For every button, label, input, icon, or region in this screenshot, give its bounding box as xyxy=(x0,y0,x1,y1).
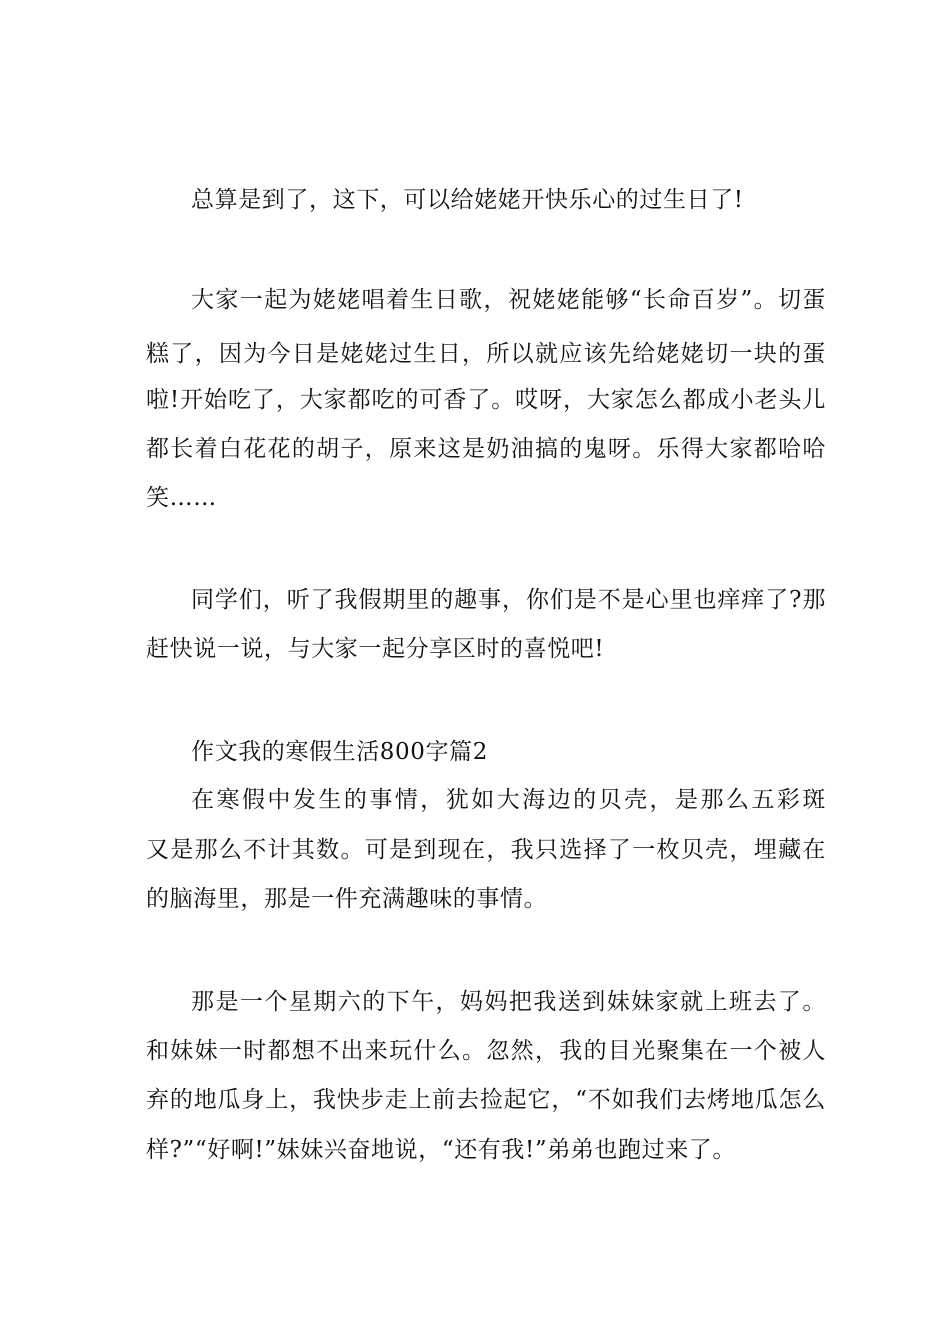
paragraph-2-line-2: 糕了，因为今日是姥姥过生日，所以就应该先给姥姥切一块的蛋 xyxy=(146,341,826,367)
paragraph-4-line-3: 的脑海里，那是一件充满趣味的事情。 xyxy=(146,886,548,912)
section-heading: 作文我的寒假生活800字篇2 xyxy=(191,739,488,765)
paragraph-5-line-4: 样?”“好啊!”妹妹兴奋地说，“还有我!”弟弟也跑过来了。 xyxy=(146,1137,737,1163)
paragraph-2-line-5: 笑…… xyxy=(146,485,217,511)
paragraph-2-line-4: 都长着白花花的胡子，原来这是奶油搞的鬼呀。乐得大家都哈哈 xyxy=(146,436,826,462)
paragraph-3-line-1: 同学们，听了我假期里的趣事，你们是不是心里也痒痒了?那 xyxy=(191,587,826,613)
paragraph-4-line-2: 又是那么不计其数。可是到现在，我只选择了一枚贝壳，埋藏在 xyxy=(146,837,826,863)
paragraph-4-line-1: 在寒假中发生的事情，犹如大海边的贝壳，是那么五彩斑 xyxy=(191,787,826,813)
paragraph-2-line-3: 啦!开始吃了，大家都吃的可香了。哎呀，大家怎么都成小老头儿 xyxy=(146,387,826,413)
paragraph-1-line-1: 总算是到了，这下，可以给姥姥开快乐心的过生日了! xyxy=(191,187,744,213)
paragraph-5-line-3: 弃的地瓜身上，我快步走上前去捡起它，“不如我们去烤地瓜怎么 xyxy=(146,1087,826,1113)
paragraph-5-line-2: 和妹妹一时都想不出来玩什么。忽然，我的目光聚集在一个被人 xyxy=(146,1038,826,1064)
paragraph-5-line-1: 那是一个星期六的下午，妈妈把我送到妹妹家就上班去了。 xyxy=(191,989,826,1015)
paragraph-3-line-2: 赶快说一说，与大家一起分享区时的喜悦吧! xyxy=(146,636,605,662)
paragraph-2-line-1: 大家一起为姥姥唱着生日歌，祝姥姥能够“长命百岁”。切蛋 xyxy=(191,287,826,313)
